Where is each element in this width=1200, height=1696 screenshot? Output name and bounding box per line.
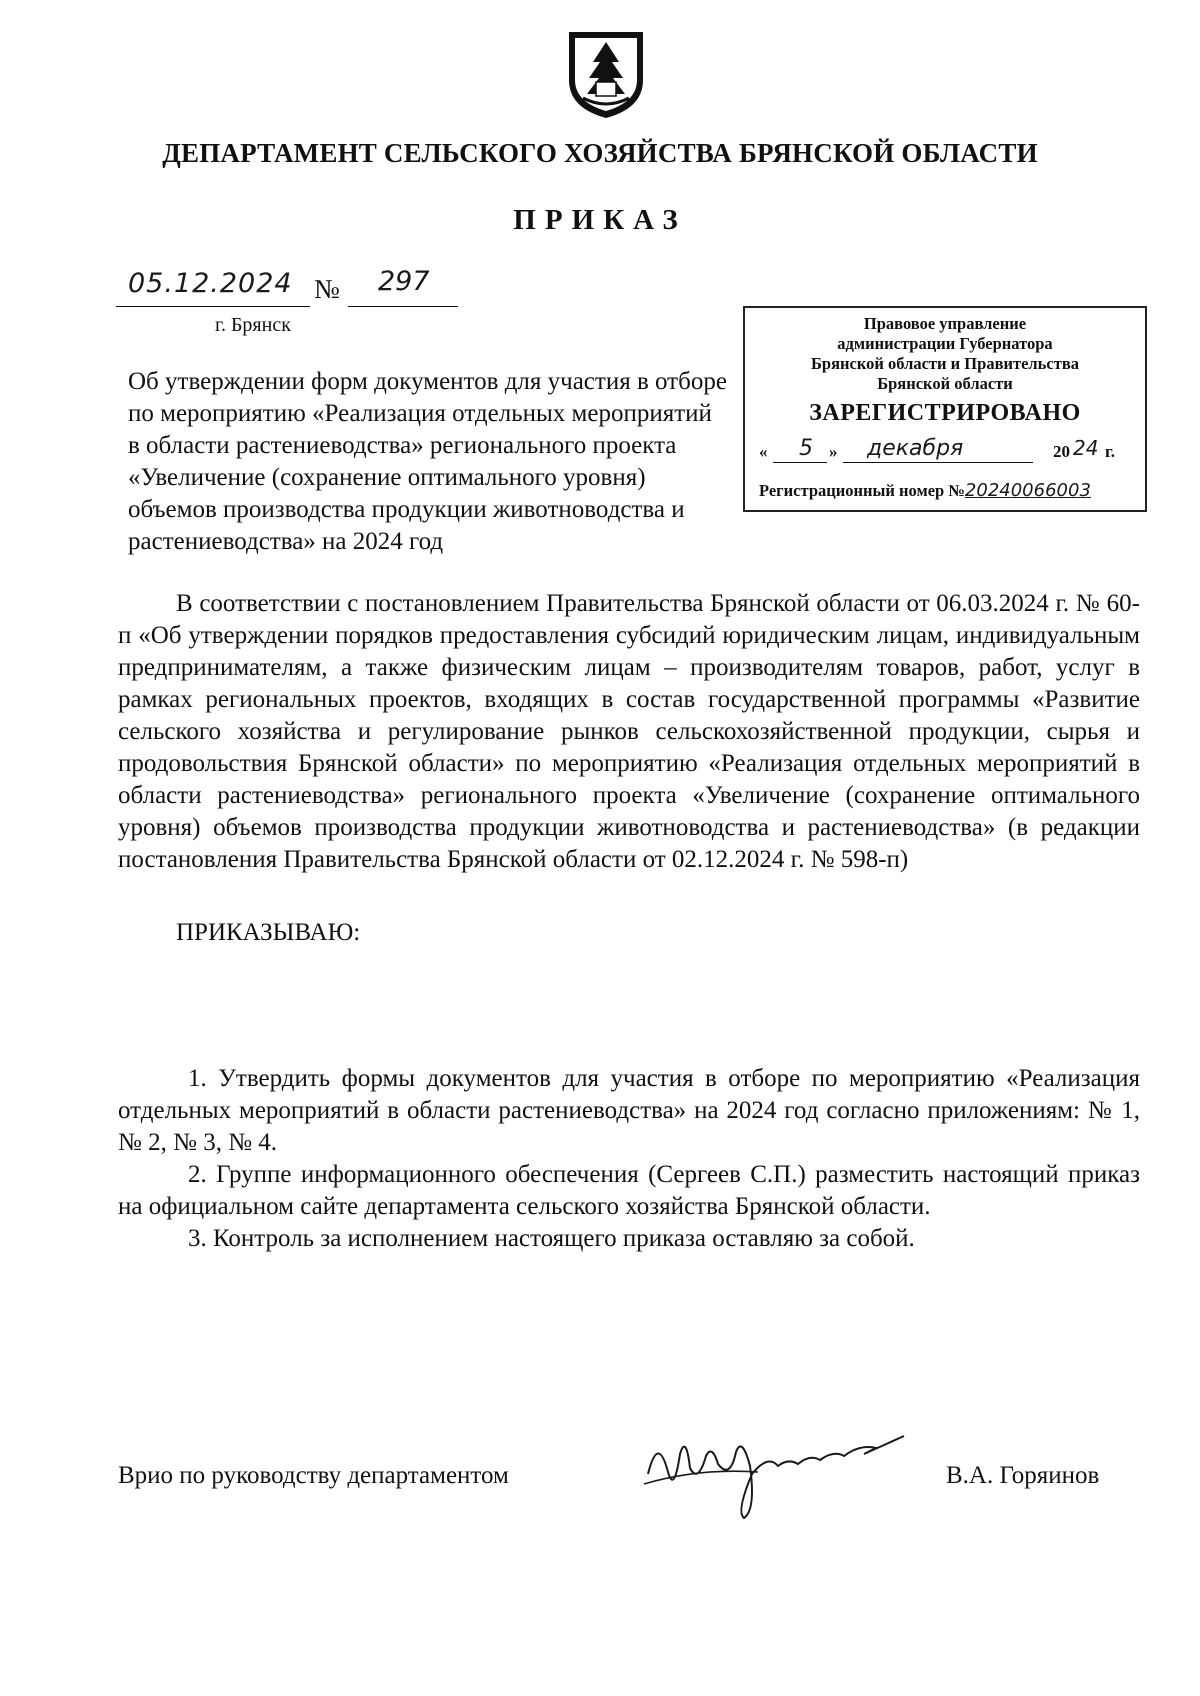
handwritten-signature bbox=[638, 1414, 918, 1524]
stamp-date-line: « 5 » декабря 20 24 г. bbox=[759, 436, 1116, 461]
order-items bbox=[118, 1063, 1140, 1255]
signatory-name: В.А. Горяинов bbox=[946, 1462, 1100, 1489]
order-item: 2. Группе информационного обеспечения (Сергеев С.П.) разместить настоящий приказ на официальном сайте департамента сельского хозяйства Брянской области. bbox=[118, 1161, 1140, 1220]
number-sign: № bbox=[314, 274, 340, 304]
stamp-regnum-value: 20240066003 bbox=[964, 480, 1091, 501]
stamp-line: Правовое управление bbox=[863, 314, 1027, 333]
department-title: ДЕПАРТАМЕНТ СЕЛЬСКОГО ХОЗЯЙСТВА БРЯНСКОЙ ОБЛАСТИ bbox=[162, 138, 1038, 168]
date-number-line bbox=[116, 266, 552, 310]
registration-stamp bbox=[743, 306, 1147, 512]
stamp-year-unit: г. bbox=[1105, 442, 1116, 461]
signatory-position: Врио по руководству департаментом bbox=[118, 1462, 509, 1489]
stamp-line: Брянской области и Правительства bbox=[811, 354, 1079, 373]
stamp-line: Брянской области bbox=[877, 374, 1013, 393]
order-date: 05.12.2024 bbox=[128, 268, 293, 299]
stamp-year-suffix: 24 bbox=[1073, 436, 1099, 460]
order-subject: Об утверждении форм документов для участия в отборе по мероприятию «Реализация отдельных мероприятий в области растениеводства» регионального проекта «Увеличение (сохранение оптимального уровня) объемов производства продукции животноводства и растениеводства» на 2024 год bbox=[128, 368, 727, 555]
stamp-day: 5 bbox=[799, 436, 813, 461]
coat-of-arms-emblem bbox=[563, 28, 649, 120]
preamble-block bbox=[118, 588, 1140, 876]
stamp-month: декабря bbox=[867, 436, 964, 461]
stamp-regnum bbox=[759, 480, 1091, 501]
order-word: ПРИКАЗЫВАЮ: bbox=[176, 919, 361, 946]
order-number: 297 bbox=[378, 266, 430, 297]
document-type-title: ПРИКАЗ bbox=[513, 204, 687, 236]
stamp-line: администрации Губернатора bbox=[837, 334, 1053, 353]
order-item: 1. Утвердить формы документов для участия в отборе по мероприятию «Реализация отдельных мероприятий в области растениеводства» на 2024 год согласно приложениям: № 1, № 2, № 3, № 4. bbox=[118, 1065, 1140, 1156]
city: г. Брянск bbox=[215, 314, 291, 336]
stamp-registered: ЗАРЕГИСТРИРОВАНО bbox=[809, 400, 1081, 426]
stamp-year-prefix: 20 bbox=[1053, 442, 1070, 461]
date-underline bbox=[116, 306, 310, 307]
preamble-text: В соответствии с постановлением Правительства Брянской области от 06.03.2024 г. № 60-п «Об утверждении порядков предоставления субсидий юридическим лицам, индивидуальным предпринимателям, а также физическим лицам – производителям товаров, работ, услуг в рамках региональных проектов, входящих в состав государственной программы «Развитие сельского хозяйства и регулирование рынков сельскохозяйственной продукции, сырья и продовольствия Брянской области» по мероприятию «Реализация отдельных мероприятий в области растениеводства» регионального проекта «Увеличение (сохранение оптимального уровня) объемов производства продукции животноводства и растениеводства» (в редакции постановления Правительства Брянской области от 02.12.2024 г. № 598-п) bbox=[118, 590, 1140, 873]
number-underline bbox=[348, 306, 458, 307]
order-item: 3. Контроль за исполнением настоящего приказа оставляю за собой. bbox=[188, 1225, 915, 1252]
stamp-regnum-label: Регистрационный номер № bbox=[759, 481, 965, 500]
